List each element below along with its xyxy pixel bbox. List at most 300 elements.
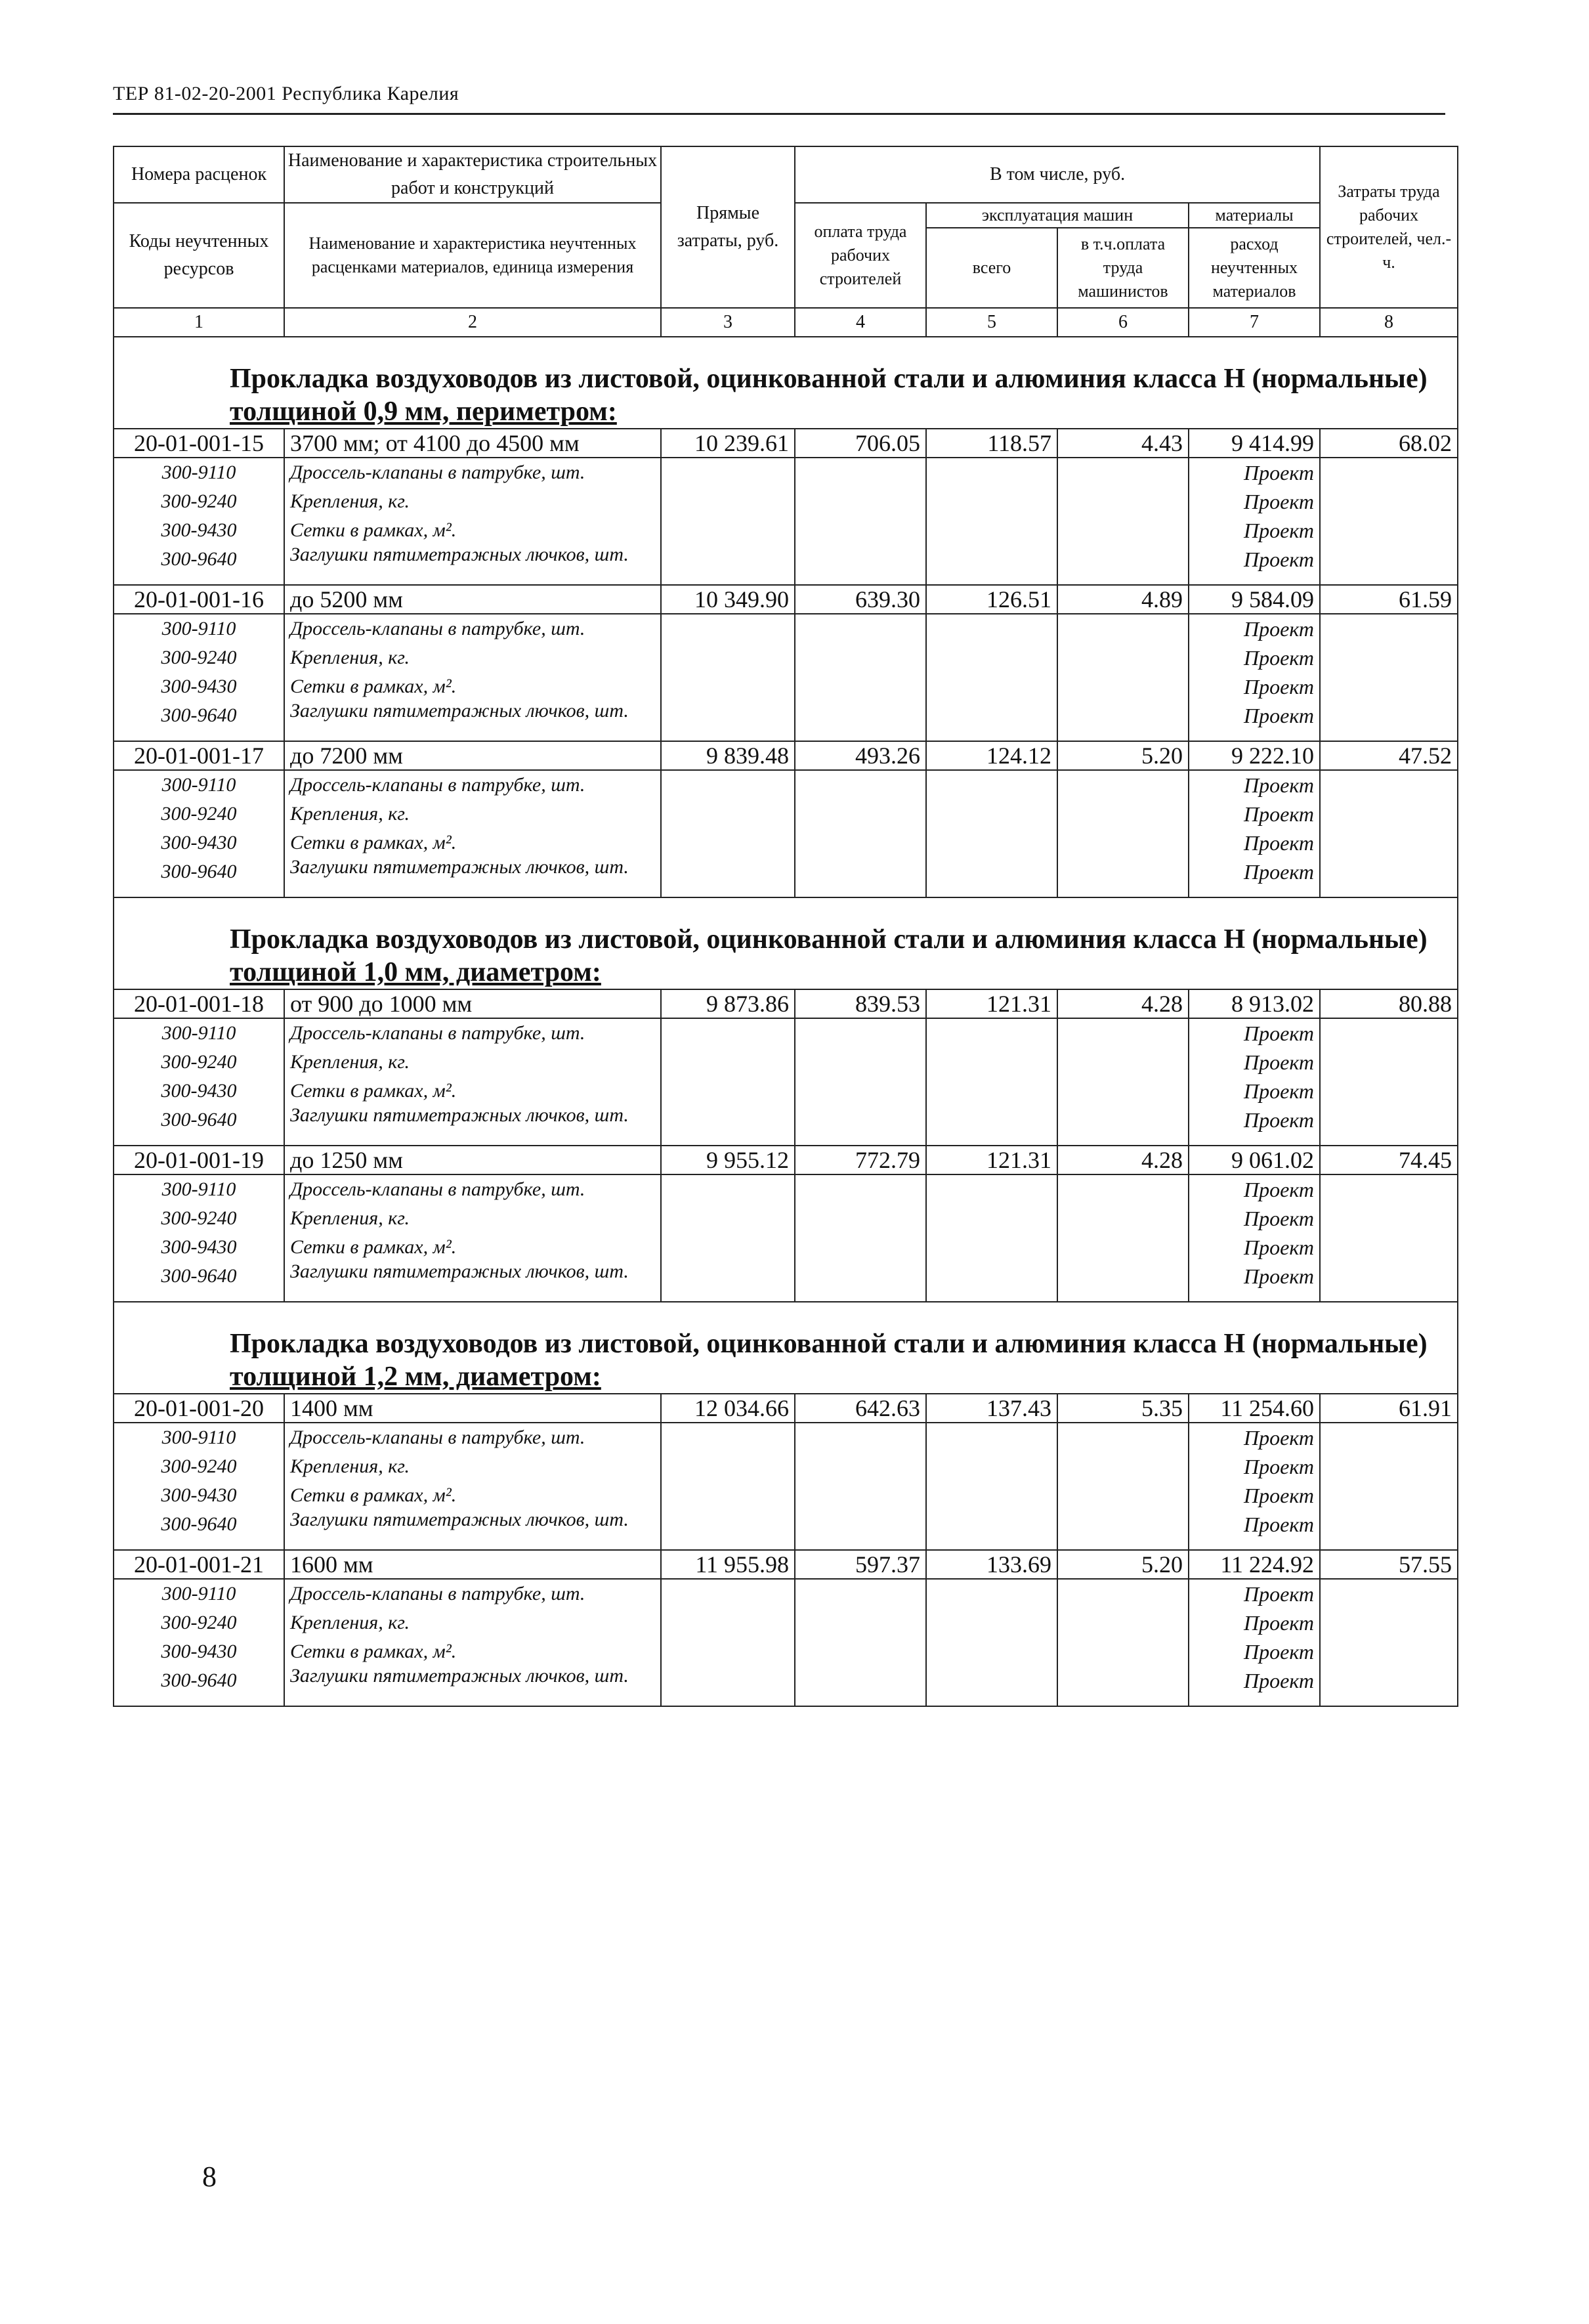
- project-label: Проект: [1189, 614, 1320, 643]
- resource-code: 300-9430: [114, 1637, 284, 1666]
- resource-row: [114, 643, 1458, 672]
- resource-description: Дроссель-клапаны в патрубке, шт.: [284, 770, 661, 800]
- empty-cell: [795, 458, 926, 487]
- empty-cell: [926, 643, 1057, 672]
- empty-cell: [795, 701, 926, 741]
- rate-code: 20-01-001-15: [114, 429, 284, 458]
- empty-cell: [926, 545, 1057, 585]
- rate-code: 20-01-001-20: [114, 1394, 284, 1423]
- resource-code: 300-9640: [114, 545, 284, 585]
- resource-description: Заглушки пятиметражных лючков, шт.: [284, 1666, 661, 1706]
- empty-cell: [661, 1423, 795, 1452]
- empty-cell: [926, 1174, 1057, 1204]
- empty-cell: [926, 1608, 1057, 1637]
- resource-code: 300-9110: [114, 1174, 284, 1204]
- machines-cost: 121.31: [926, 1146, 1057, 1174]
- header-col2-bottom: Наименование и характеристика неучтенных расценками материалов, единица измерения: [284, 203, 661, 308]
- project-label: Проект: [1189, 800, 1320, 828]
- resource-code: 300-9430: [114, 516, 284, 545]
- empty-cell: [1320, 643, 1458, 672]
- table-header: [114, 146, 1458, 337]
- empty-cell: [1320, 1174, 1458, 1204]
- resource-description: Сетки в рамках, м².: [284, 672, 661, 701]
- empty-cell: [1057, 857, 1189, 897]
- work-description: до 7200 мм: [284, 741, 661, 770]
- empty-cell: [926, 701, 1057, 741]
- project-label: Проект: [1189, 1048, 1320, 1077]
- machines-cost: 118.57: [926, 429, 1057, 458]
- empty-cell: [1320, 1608, 1458, 1637]
- section-title-line1: Прокладка воздуховодов из листовой, оцинкованной стали и алюминия класса Н (нормальные): [230, 364, 1428, 394]
- section-title-line2: толщиной 1,2 мм, диаметром:: [230, 1362, 601, 1392]
- empty-cell: [795, 487, 926, 516]
- operators-cost: 4.43: [1057, 429, 1189, 458]
- empty-cell: [661, 828, 795, 857]
- labor-cost: 597.37: [795, 1550, 926, 1579]
- resource-code: 300-9430: [114, 1233, 284, 1262]
- empty-cell: [795, 1018, 926, 1048]
- project-label: Проект: [1189, 1262, 1320, 1302]
- section-title: [114, 897, 1458, 989]
- labor-hours: 47.52: [1320, 741, 1458, 770]
- empty-cell: [1320, 800, 1458, 828]
- resource-description: Крепления, кг.: [284, 1204, 661, 1233]
- empty-cell: [1320, 1048, 1458, 1077]
- resource-row: [114, 1018, 1458, 1048]
- empty-cell: [1057, 1048, 1189, 1077]
- empty-cell: [926, 1204, 1057, 1233]
- materials-cost: 9 584.09: [1189, 585, 1320, 614]
- empty-cell: [661, 516, 795, 545]
- materials-cost: 8 913.02: [1189, 989, 1320, 1018]
- empty-cell: [1057, 516, 1189, 545]
- resource-row: [114, 487, 1458, 516]
- work-description: до 1250 мм: [284, 1146, 661, 1174]
- resource-row: [114, 1204, 1458, 1233]
- resource-row: [114, 1579, 1458, 1608]
- empty-cell: [1320, 701, 1458, 741]
- resource-row: [114, 1106, 1458, 1146]
- resource-row: [114, 1423, 1458, 1452]
- table-row: [114, 429, 1458, 458]
- resource-code: 300-9240: [114, 487, 284, 516]
- operators-cost: 4.28: [1057, 1146, 1189, 1174]
- page-number: 8: [202, 2161, 217, 2193]
- labor-cost: 706.05: [795, 429, 926, 458]
- resource-code: 300-9240: [114, 1452, 284, 1481]
- header-col5: всего: [926, 228, 1057, 308]
- empty-cell: [661, 800, 795, 828]
- resource-row: [114, 614, 1458, 643]
- resource-description: Дроссель-клапаны в патрубке, шт.: [284, 1174, 661, 1204]
- empty-cell: [1057, 487, 1189, 516]
- empty-cell: [1057, 800, 1189, 828]
- resource-description: Крепления, кг.: [284, 1452, 661, 1481]
- project-label: Проект: [1189, 643, 1320, 672]
- machines-cost: 121.31: [926, 989, 1057, 1018]
- project-label: Проект: [1189, 828, 1320, 857]
- labor-hours: 80.88: [1320, 989, 1458, 1018]
- labor-hours: 57.55: [1320, 1550, 1458, 1579]
- materials-cost: 9 414.99: [1189, 429, 1320, 458]
- direct-costs: 9 955.12: [661, 1146, 795, 1174]
- empty-cell: [661, 1106, 795, 1146]
- empty-cell: [795, 643, 926, 672]
- labor-hours: 68.02: [1320, 429, 1458, 458]
- column-number: 8: [1320, 308, 1458, 337]
- labor-cost: 839.53: [795, 989, 926, 1018]
- empty-cell: [926, 1579, 1057, 1608]
- empty-cell: [661, 1233, 795, 1262]
- project-label: Проект: [1189, 1018, 1320, 1048]
- resource-description: Дроссель-клапаны в патрубке, шт.: [284, 614, 661, 643]
- empty-cell: [1057, 828, 1189, 857]
- resource-code: 300-9240: [114, 1204, 284, 1233]
- header-materials: материалы: [1189, 203, 1320, 228]
- work-description: от 900 до 1000 мм: [284, 989, 661, 1018]
- resource-description: Заглушки пятиметражных лючков, шт.: [284, 1106, 661, 1146]
- resource-description: Крепления, кг.: [284, 800, 661, 828]
- empty-cell: [661, 1452, 795, 1481]
- resource-description: Заглушки пятиметражных лючков, шт.: [284, 545, 661, 585]
- resource-code: 300-9240: [114, 1048, 284, 1077]
- empty-cell: [926, 1423, 1057, 1452]
- resource-description: Сетки в рамках, м².: [284, 1637, 661, 1666]
- empty-cell: [1057, 770, 1189, 800]
- empty-cell: [1320, 516, 1458, 545]
- empty-cell: [926, 1262, 1057, 1302]
- header-col6: в т.ч.оплата труда машинистов: [1057, 228, 1189, 308]
- empty-cell: [926, 672, 1057, 701]
- empty-cell: [795, 800, 926, 828]
- resource-code: 300-9110: [114, 1018, 284, 1048]
- resource-row: [114, 1262, 1458, 1302]
- direct-costs: 11 955.98: [661, 1550, 795, 1579]
- resource-row: [114, 1452, 1458, 1481]
- column-number: 7: [1189, 308, 1320, 337]
- resource-description: Сетки в рамках, м².: [284, 1481, 661, 1510]
- direct-costs: 10 239.61: [661, 429, 795, 458]
- empty-cell: [1320, 1233, 1458, 1262]
- operators-cost: 4.89: [1057, 585, 1189, 614]
- labor-hours: 61.59: [1320, 585, 1458, 614]
- materials-cost: 11 224.92: [1189, 1550, 1320, 1579]
- empty-cell: [661, 458, 795, 487]
- empty-cell: [795, 1204, 926, 1233]
- resource-row: [114, 672, 1458, 701]
- empty-cell: [795, 516, 926, 545]
- empty-cell: [1320, 1481, 1458, 1510]
- empty-cell: [926, 770, 1057, 800]
- header-rule: [113, 113, 1445, 115]
- empty-cell: [661, 1174, 795, 1204]
- empty-cell: [1320, 1106, 1458, 1146]
- empty-cell: [926, 828, 1057, 857]
- resource-row: [114, 1481, 1458, 1510]
- document-header: ТЕР 81-02-20-2001 Республика Карелия: [113, 83, 459, 104]
- empty-cell: [795, 1423, 926, 1452]
- section-title: [114, 1302, 1458, 1394]
- empty-cell: [1057, 1106, 1189, 1146]
- resource-description: Дроссель-клапаны в патрубке, шт.: [284, 1018, 661, 1048]
- labor-cost: 772.79: [795, 1146, 926, 1174]
- materials-cost: 9 061.02: [1189, 1146, 1320, 1174]
- empty-cell: [1320, 1637, 1458, 1666]
- section-title-row: [114, 337, 1458, 429]
- empty-cell: [795, 1262, 926, 1302]
- resource-description: Крепления, кг.: [284, 487, 661, 516]
- header-col8: Затраты труда рабочих строителей, чел.-ч.: [1320, 146, 1458, 308]
- direct-costs: 10 349.90: [661, 585, 795, 614]
- section-title: [114, 337, 1458, 429]
- header-col4: оплата труда рабочих строителей: [795, 203, 926, 308]
- empty-cell: [1320, 614, 1458, 643]
- column-number: 3: [661, 308, 795, 337]
- project-label: Проект: [1189, 1452, 1320, 1481]
- table-row: [114, 989, 1458, 1018]
- empty-cell: [1057, 701, 1189, 741]
- empty-cell: [1057, 1262, 1189, 1302]
- header-group: В том числе, руб.: [795, 146, 1320, 203]
- resource-description: Сетки в рамках, м².: [284, 1233, 661, 1262]
- resource-code: 300-9110: [114, 1579, 284, 1608]
- section-title-line1: Прокладка воздуховодов из листовой, оцинкованной стали и алюминия класса Н (нормальные): [230, 1329, 1428, 1359]
- labor-cost: 642.63: [795, 1394, 926, 1423]
- empty-cell: [926, 1018, 1057, 1048]
- project-label: Проект: [1189, 1637, 1320, 1666]
- resource-code: 300-9430: [114, 1077, 284, 1106]
- table-row: [114, 585, 1458, 614]
- empty-cell: [1057, 1018, 1189, 1048]
- resource-code: 300-9640: [114, 857, 284, 897]
- empty-cell: [1320, 1262, 1458, 1302]
- project-label: Проект: [1189, 458, 1320, 487]
- empty-cell: [795, 857, 926, 897]
- empty-cell: [1057, 1452, 1189, 1481]
- resource-code: 300-9640: [114, 1666, 284, 1706]
- empty-cell: [795, 1452, 926, 1481]
- empty-cell: [795, 1233, 926, 1262]
- rate-code: 20-01-001-19: [114, 1146, 284, 1174]
- resource-code: 300-9110: [114, 770, 284, 800]
- empty-cell: [795, 1481, 926, 1510]
- project-label: Проект: [1189, 1579, 1320, 1608]
- empty-cell: [1057, 1077, 1189, 1106]
- empty-cell: [1057, 643, 1189, 672]
- work-description: 1600 мм: [284, 1550, 661, 1579]
- resource-description: Крепления, кг.: [284, 1608, 661, 1637]
- project-label: Проект: [1189, 1204, 1320, 1233]
- resource-row: [114, 1510, 1458, 1550]
- empty-cell: [1057, 1637, 1189, 1666]
- project-label: Проект: [1189, 1608, 1320, 1637]
- empty-cell: [926, 487, 1057, 516]
- empty-cell: [795, 1510, 926, 1550]
- project-label: Проект: [1189, 1481, 1320, 1510]
- table-row: [114, 1394, 1458, 1423]
- empty-cell: [926, 1510, 1057, 1550]
- empty-cell: [926, 1666, 1057, 1706]
- resource-description: Заглушки пятиметражных лючков, шт.: [284, 1510, 661, 1550]
- resource-code: 300-9430: [114, 828, 284, 857]
- resource-code: 300-9640: [114, 1510, 284, 1550]
- empty-cell: [661, 1608, 795, 1637]
- empty-cell: [1320, 1077, 1458, 1106]
- machines-cost: 126.51: [926, 585, 1057, 614]
- project-label: Проект: [1189, 770, 1320, 800]
- resource-description: Заглушки пятиметражных лючков, шт.: [284, 701, 661, 741]
- empty-cell: [661, 614, 795, 643]
- resource-row: [114, 1666, 1458, 1706]
- resource-description: Дроссель-клапаны в патрубке, шт.: [284, 458, 661, 487]
- project-label: Проект: [1189, 487, 1320, 516]
- resource-row: [114, 800, 1458, 828]
- empty-cell: [1057, 672, 1189, 701]
- empty-cell: [661, 1048, 795, 1077]
- empty-cell: [1320, 770, 1458, 800]
- empty-cell: [795, 1666, 926, 1706]
- resource-description: Заглушки пятиметражных лючков, шт.: [284, 1262, 661, 1302]
- empty-cell: [795, 1077, 926, 1106]
- empty-cell: [661, 643, 795, 672]
- resource-code: 300-9110: [114, 1423, 284, 1452]
- resource-row: [114, 1174, 1458, 1204]
- direct-costs: 9 839.48: [661, 741, 795, 770]
- section-title-line1: Прокладка воздуховодов из листовой, оцинкованной стали и алюминия класса Н (нормальные): [230, 924, 1428, 955]
- header-col1-top: Номера расценок: [114, 146, 284, 203]
- empty-cell: [1057, 1174, 1189, 1204]
- resource-row: [114, 458, 1458, 487]
- empty-cell: [926, 1048, 1057, 1077]
- empty-cell: [1057, 1666, 1189, 1706]
- empty-cell: [1320, 857, 1458, 897]
- empty-cell: [1320, 1510, 1458, 1550]
- resource-code: 300-9110: [114, 458, 284, 487]
- empty-cell: [661, 672, 795, 701]
- empty-cell: [1320, 458, 1458, 487]
- empty-cell: [661, 1018, 795, 1048]
- materials-cost: 11 254.60: [1189, 1394, 1320, 1423]
- header-col7: расход неучтенных материалов: [1189, 228, 1320, 308]
- project-label: Проект: [1189, 1174, 1320, 1204]
- empty-cell: [795, 1106, 926, 1146]
- resource-row: [114, 545, 1458, 585]
- direct-costs: 9 873.86: [661, 989, 795, 1018]
- rate-code: 20-01-001-21: [114, 1550, 284, 1579]
- resource-row: [114, 857, 1458, 897]
- empty-cell: [661, 1637, 795, 1666]
- table-body: [114, 337, 1458, 1706]
- empty-cell: [661, 1579, 795, 1608]
- empty-cell: [1320, 1018, 1458, 1048]
- operators-cost: 5.35: [1057, 1394, 1189, 1423]
- labor-hours: 74.45: [1320, 1146, 1458, 1174]
- empty-cell: [661, 1666, 795, 1706]
- resource-row: [114, 1048, 1458, 1077]
- work-description: 3700 мм; от 4100 до 4500 мм: [284, 429, 661, 458]
- resource-code: 300-9430: [114, 1481, 284, 1510]
- empty-cell: [795, 1608, 926, 1637]
- empty-cell: [926, 516, 1057, 545]
- empty-cell: [795, 545, 926, 585]
- header-machines: эксплуатация машин: [926, 203, 1189, 228]
- empty-cell: [926, 1106, 1057, 1146]
- empty-cell: [795, 1579, 926, 1608]
- labor-cost: 639.30: [795, 585, 926, 614]
- empty-cell: [661, 487, 795, 516]
- project-label: Проект: [1189, 1233, 1320, 1262]
- empty-cell: [795, 828, 926, 857]
- resource-description: Заглушки пятиметражных лючков, шт.: [284, 857, 661, 897]
- column-number: 6: [1057, 308, 1189, 337]
- rate-code: 20-01-001-16: [114, 585, 284, 614]
- empty-cell: [926, 1481, 1057, 1510]
- resource-description: Сетки в рамках, м².: [284, 828, 661, 857]
- empty-cell: [1057, 1481, 1189, 1510]
- project-label: Проект: [1189, 1510, 1320, 1550]
- operators-cost: 5.20: [1057, 741, 1189, 770]
- empty-cell: [926, 1452, 1057, 1481]
- project-label: Проект: [1189, 672, 1320, 701]
- labor-cost: 493.26: [795, 741, 926, 770]
- empty-cell: [661, 1077, 795, 1106]
- header-col2-top: Наименование и характеристика строительных работ и конструкций: [284, 146, 661, 203]
- resource-row: [114, 1608, 1458, 1637]
- resource-description: Сетки в рамках, м².: [284, 516, 661, 545]
- project-label: Проект: [1189, 545, 1320, 585]
- empty-cell: [1057, 1423, 1189, 1452]
- empty-cell: [661, 1204, 795, 1233]
- empty-cell: [1320, 1423, 1458, 1452]
- column-number: 4: [795, 308, 926, 337]
- labor-hours: 61.91: [1320, 1394, 1458, 1423]
- resource-row: [114, 770, 1458, 800]
- rate-code: 20-01-001-18: [114, 989, 284, 1018]
- work-description: до 5200 мм: [284, 585, 661, 614]
- table-row: [114, 1550, 1458, 1579]
- resource-row: [114, 828, 1458, 857]
- empty-cell: [926, 1077, 1057, 1106]
- empty-cell: [661, 1481, 795, 1510]
- machines-cost: 124.12: [926, 741, 1057, 770]
- project-label: Проект: [1189, 1423, 1320, 1452]
- price-table: [113, 146, 1458, 1707]
- resource-description: Крепления, кг.: [284, 643, 661, 672]
- machines-cost: 137.43: [926, 1394, 1057, 1423]
- empty-cell: [795, 614, 926, 643]
- resource-description: Крепления, кг.: [284, 1048, 661, 1077]
- resource-description: Дроссель-клапаны в патрубке, шт.: [284, 1579, 661, 1608]
- project-label: Проект: [1189, 1077, 1320, 1106]
- section-title-row: [114, 897, 1458, 989]
- empty-cell: [1320, 1666, 1458, 1706]
- resource-code: 300-9240: [114, 643, 284, 672]
- resource-row: [114, 701, 1458, 741]
- empty-cell: [661, 770, 795, 800]
- resource-code: 300-9430: [114, 672, 284, 701]
- resource-code: 300-9110: [114, 614, 284, 643]
- empty-cell: [926, 800, 1057, 828]
- empty-cell: [926, 857, 1057, 897]
- empty-cell: [661, 545, 795, 585]
- section-title-line2: толщиной 1,0 мм, диаметром:: [230, 957, 601, 987]
- empty-cell: [1057, 1204, 1189, 1233]
- resource-row: [114, 1637, 1458, 1666]
- empty-cell: [1320, 672, 1458, 701]
- resource-row: [114, 1233, 1458, 1262]
- resource-code: 300-9640: [114, 1262, 284, 1302]
- column-number: 2: [284, 308, 661, 337]
